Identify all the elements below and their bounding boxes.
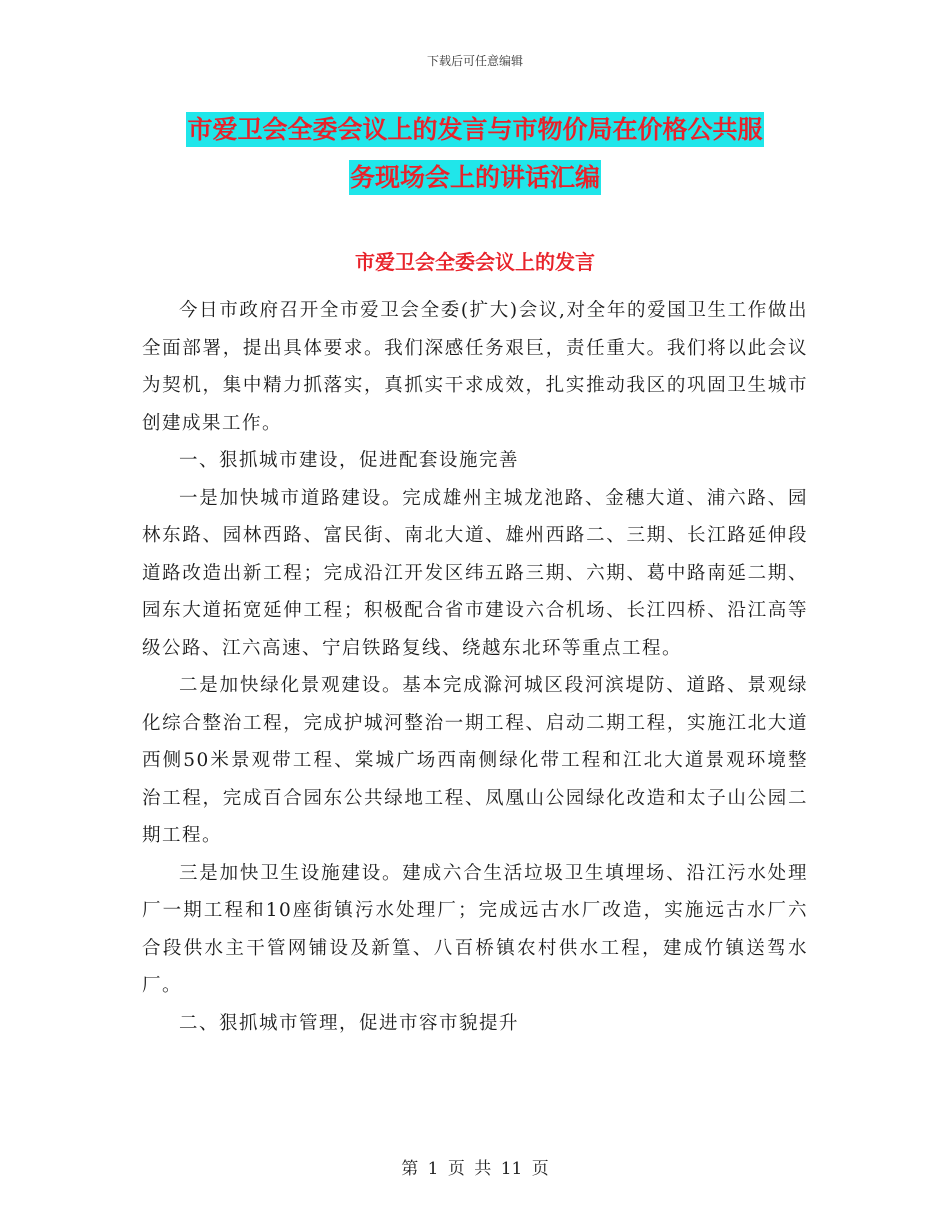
page-footer: 第 1 页 共 11 页 [401,1159,549,1179]
document-title [142,106,808,202]
paragraph-heading: 二、狠抓城市管理，促进市容市貌提升 [179,1012,520,1034]
paragraph: 今日市政府召开全市爱卫会全委(扩大)会议,对全年的爱国卫生工作做出全面部署，提出具体要求。我们深感任务艰巨，责任重大。我们将以此会议为契机，集中精力抓落实，真抓实干求成效，扎实推动我区的巩固卫生城市创建成果工作。 [142,300,808,434]
section-title: 市爱卫会全委会议上的发言 [355,250,595,274]
paragraph: 一是加快城市道路建设。完成雄州主城龙池路、金穗大道、浦六路、园林东路、园林西路、富民街、南北大道、雄州西路二、三期、长江路延伸段道路改造出新工程；完成沿江开发区纬五路三期、六期、葛中路南延二期、园东大道拓宽延伸工程；积极配合省市建设六合机场、长江四桥、沿江高等级公路、江六高速、宁启铁路复线、绕越东北环等重点工程。 [142,487,808,659]
paragraph-heading: 一、狠抓城市建设，促进配套设施完善 [179,450,520,471]
paragraph: 三是加快卫生设施建设。建成六合生活垃圾卫生填埋场、沿江污水处理厂一期工程和10座街镇污水处理厂；完成远古水厂改造，实施远古水厂六合段供水主干管网铺设及新篁、八百桥镇农村供水工程，建成竹镇送驾水厂。 [142,862,808,996]
header-note: 下载后可任意编辑 [426,54,523,68]
document-title-line-1: 市爱卫会全委会议上的发言与市物价局在价格公共服 [186,112,763,147]
body-text [142,292,808,1042]
document-title-line-2: 务现场会上的讲话汇编 [349,160,601,195]
paragraph: 二是加快绿化景观建设。基本完成滁河城区段河滨堤防、道路、景观绿化综合整治工程，完成护城河整治一期工程、启动二期工程，实施江北大道西侧50米景观带工程、棠城广场西南侧绿化带工程和江北大道景观环境整治工程，完成百合园东公共绿地工程、凤凰山公园绿化改造和太子山公园二期工程。 [142,675,808,846]
